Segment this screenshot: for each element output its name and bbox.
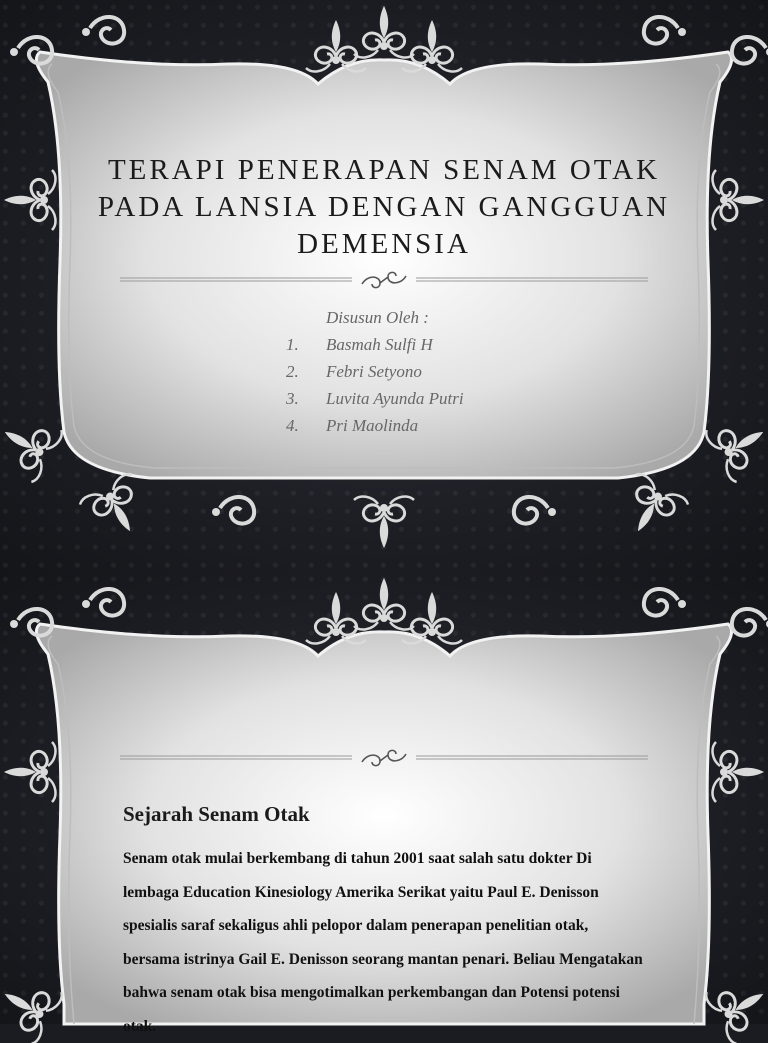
flourish-ornament	[713, 170, 764, 230]
flourish-ornament	[354, 497, 414, 548]
flourish-ornament	[4, 170, 55, 230]
flourish-ornament	[0, 968, 64, 1043]
author-name: Basmah Sulfi H	[326, 335, 433, 354]
author-item	[286, 385, 464, 412]
flourish-ornament	[644, 17, 686, 44]
authors-list	[286, 304, 464, 439]
flourish-ornament	[78, 472, 156, 547]
flourish-ornament	[4, 742, 55, 802]
author-name: Febri Setyono	[326, 362, 422, 381]
authors-label: Disusun Oleh :	[326, 308, 429, 327]
author-number: 1.	[286, 335, 299, 354]
author-name: Pri Maolinda	[326, 416, 419, 435]
flourish-ornament	[704, 406, 768, 484]
flourish-ornament	[0, 406, 64, 484]
author-item	[286, 331, 464, 358]
flourish-ornament	[354, 578, 414, 629]
section-heading: Sejarah Senam Otak	[123, 802, 310, 826]
body-paragraph: Senam otak mulai berkembang di tahun 2001 saat salah satu dokter Di lembaga Education Kinesiology Amerika Serikat yaitu Paul E. Denisson spesialis saraf sekaligus ahli pelopor dalam penerapan penelitian otak, bersama istrinya Gail E. Denisson seorang mantan penari. Beliau Mengatakan bahwa senam otak bisa mengotimalkan perkembangan dan Potensi potensi otak.	[123, 850, 643, 1035]
author-number: 3.	[286, 389, 299, 408]
slide-title-text: TERAPI PENERAPAN SENAM OTAK PADA LANSIA DENGAN GANGGUAN DEMENSIA	[97, 154, 671, 260]
flourish-ornament	[82, 589, 124, 616]
flourish-ornament	[644, 589, 686, 616]
flourish-ornament	[82, 17, 124, 44]
flourish-ornament	[514, 497, 556, 524]
scroll-divider-icon	[120, 273, 648, 287]
scroll-divider-icon	[120, 751, 648, 765]
flourish-ornament	[732, 609, 768, 636]
flourish-ornament	[212, 497, 254, 524]
flourish-ornament	[354, 6, 414, 57]
author-item	[286, 358, 464, 385]
flourish-ornament	[612, 472, 690, 547]
author-number: 4.	[286, 416, 299, 435]
author-number: 2.	[286, 362, 299, 381]
author-name: Luvita Ayunda Putri	[326, 389, 464, 408]
flourish-ornament	[704, 968, 768, 1043]
slide-content	[0, 572, 768, 1035]
flourish-ornament	[732, 37, 768, 64]
flourish-ornament	[713, 742, 764, 802]
author-item	[286, 412, 464, 439]
